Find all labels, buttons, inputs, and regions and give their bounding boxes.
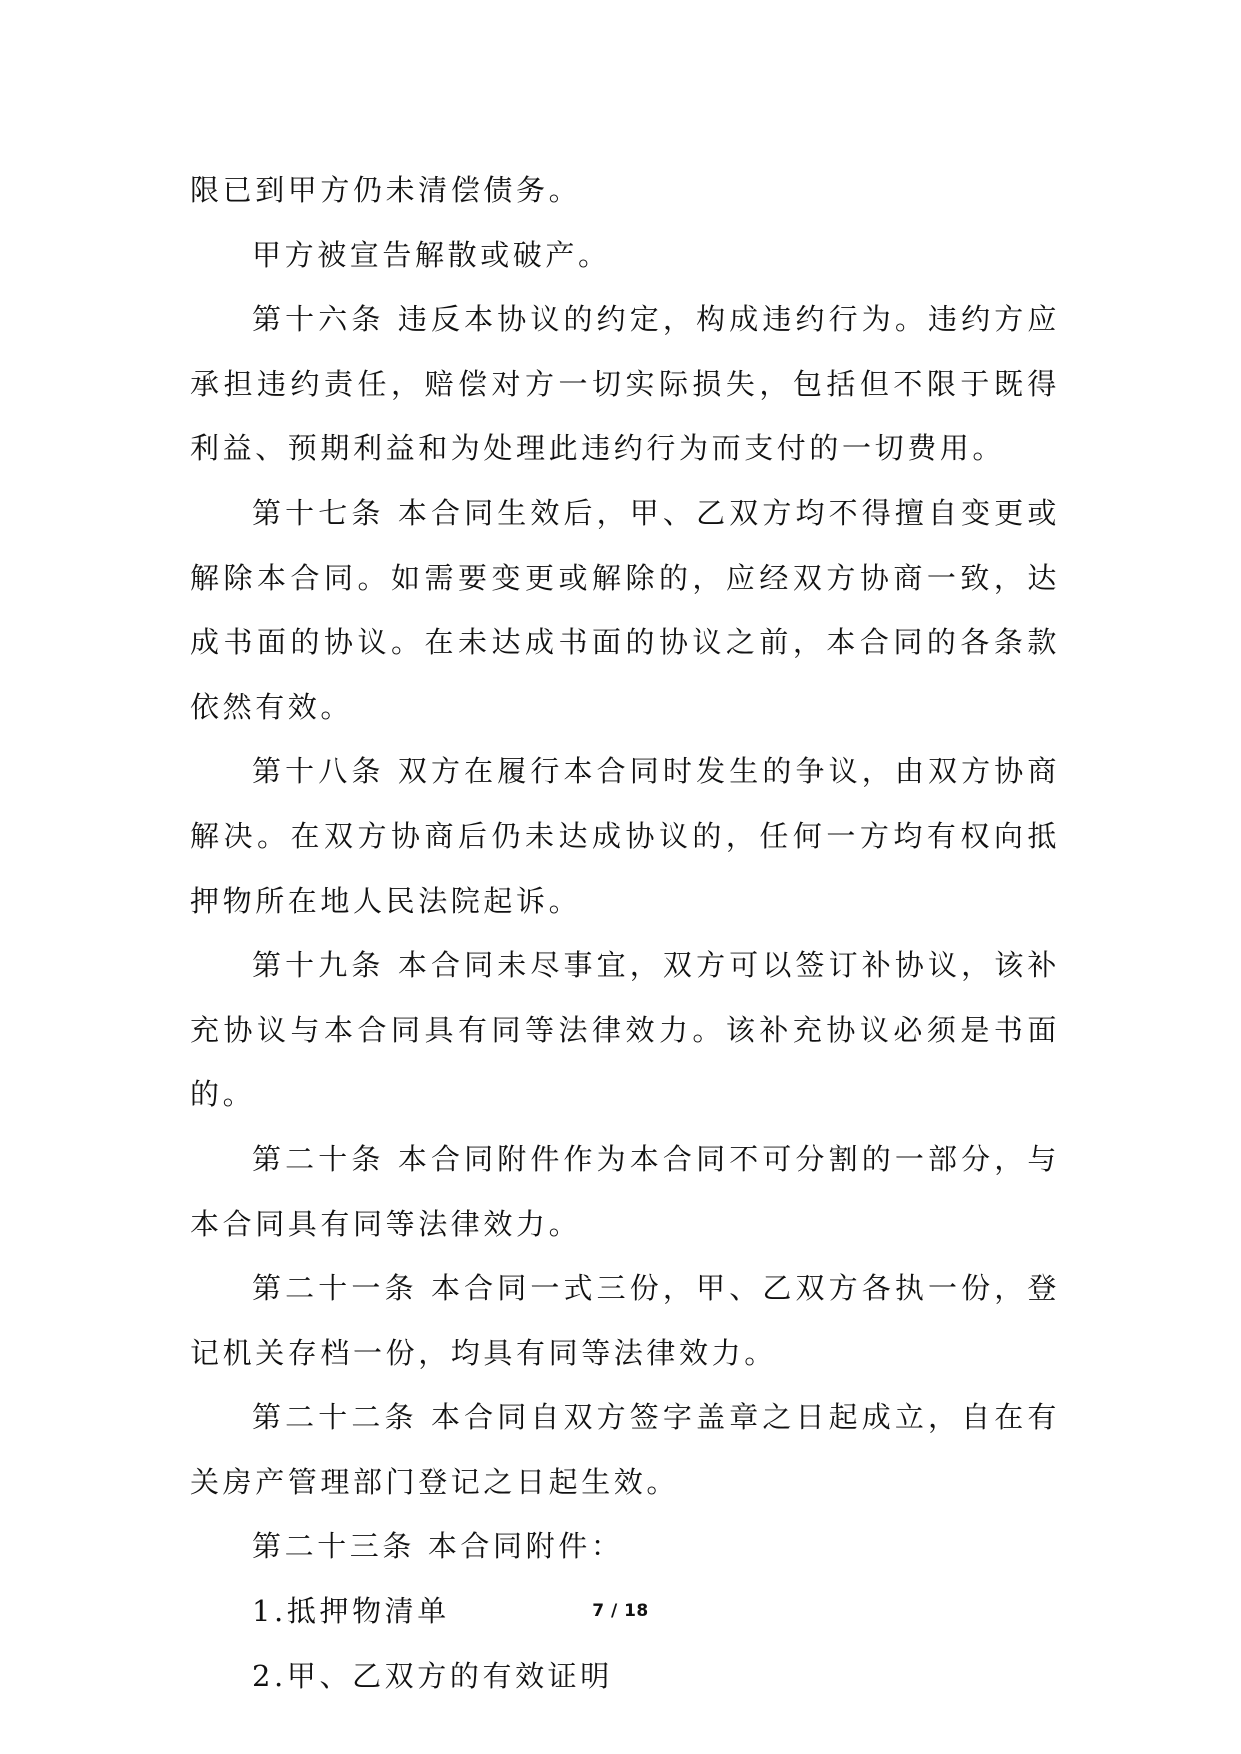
attachment-item-1: 1.抵押物清单 — [252, 1594, 450, 1629]
paragraph-article-17: 第十七条 本合同生效后，甲、乙双方均不得擅自变更或解除本合同。如需要变更或解除的，应经双方协商一致，达成书面的协议。在未达成书面的协议之前，本合同的各条款依然有效。 — [190, 495, 1060, 724]
paragraph-article-23: 第二十三条 本合同附件： — [252, 1529, 624, 1564]
paragraph-article-21: 第二十一条 本合同一式三份，甲、乙双方各执一份，登记机关存档一份，均具有同等法律效力。 — [190, 1271, 1060, 1370]
paragraph-continuation: 限已到甲方仍未清偿债务。 — [190, 173, 582, 207]
document-body — [190, 158, 1060, 1708]
paragraph-article-18: 第十八条 双方在履行本合同时发生的争议，由双方协商解决。在双方协商后仍未达成协议的，任何一方均有权向抵押物所在地人民法院起诉。 — [190, 754, 1060, 918]
paragraph-article-22: 第二十二条 本合同自双方签字盖章之日起成立，自在有关房产管理部门登记之日起生效。 — [190, 1400, 1060, 1499]
paragraph-article-16: 第十六条 违反本协议的约定，构成违约行为。违约方应承担违约责任，赔偿对方一切实际损失，包括但不限于既得利益、预期利益和为处理此违约行为而支付的一切费用。 — [190, 302, 1060, 466]
paragraph-article-20: 第二十条 本合同附件作为本合同不可分割的一部分，与本合同具有同等法律效力。 — [190, 1141, 1060, 1241]
page-number: 7 / 18 — [592, 1601, 649, 1621]
attachment-item-2: 2.甲、乙双方的有效证明 — [252, 1658, 613, 1693]
paragraph-dissolution-clause: 甲方被宣告解散或破产。 — [252, 237, 611, 272]
paragraph-article-19: 第十九条 本合同未尽事宜，双方可以签订补协议，该补充协议与本合同具有同等法律效力。该补充协议必须是书面的。 — [190, 948, 1060, 1112]
